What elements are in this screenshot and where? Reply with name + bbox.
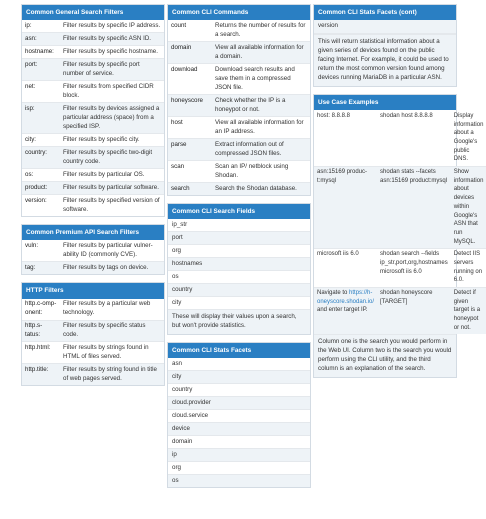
list-item: os	[168, 270, 310, 283]
filter-description: Check whether the IP is a honeypot or not.	[212, 95, 310, 117]
list-item: port	[168, 231, 310, 244]
filter-key: scan	[168, 161, 212, 183]
cli-search: shodan host 8.8.8.8	[380, 112, 433, 119]
cli-search: shodan honeyscore [TARGET]	[377, 287, 451, 334]
list-item: os	[168, 474, 310, 487]
table-row	[22, 364, 164, 385]
filter-description: Filter results by particular OS.	[60, 169, 164, 182]
filter-key: download	[168, 64, 212, 95]
http-filters-section	[21, 282, 165, 386]
cli-fields-list	[168, 219, 310, 309]
table-row	[314, 248, 486, 287]
filter-description: Filter results by specific hostname.	[60, 46, 164, 59]
filter-key: http.c-omp-onent:	[25, 300, 57, 317]
search-explanation: Detect IIS servers running on 6.0.	[451, 248, 486, 287]
table-row	[168, 139, 310, 161]
filter-key: http.s-tatus:	[22, 320, 60, 342]
facets-note: This will return statistical information about a given series of devices found on the public facing Internet. For example, it could be used to return the most common version found among devices running MariaDB in a particular ASN.	[314, 34, 456, 86]
filter-key: hostname:	[22, 46, 60, 59]
use-cases-note: Column one is the search you would perform in the Web UI. Column two is the search you would perform using the CLI utility, and the third column is an explanation of the search.	[314, 334, 456, 377]
web-ui-search: host: 8.8.8.8	[317, 112, 351, 119]
column-1	[21, 4, 165, 393]
table-row	[22, 59, 164, 81]
list-item: cloud.provider	[168, 396, 310, 409]
filter-description: Filter results by specific IP address.	[63, 21, 161, 29]
table-row	[168, 42, 310, 64]
cli-facets-section	[167, 342, 311, 488]
table-row	[22, 134, 164, 147]
table-row	[22, 240, 164, 261]
cli-commands-table	[168, 20, 310, 195]
web-ui-search: microsoft iis 6.0	[314, 248, 377, 287]
cli-search: shodan stats --facets asn:15169 product:mysql	[377, 166, 451, 248]
list-item: country	[168, 383, 310, 396]
filter-description: Filter results by specific ASN ID.	[60, 33, 164, 46]
premium-filters-section	[21, 224, 165, 275]
filter-description: Scan an IP/ netblock using Shodan.	[212, 161, 310, 183]
facet-item: version	[314, 20, 456, 34]
table-row	[168, 117, 310, 139]
filter-description: Filter results by strings found in HTML of files served.	[60, 342, 164, 364]
filter-key: isp:	[22, 103, 60, 134]
list-item: device	[168, 422, 310, 435]
section-title: Common CLI Stats Facets (cont)	[314, 5, 456, 20]
list-item: org	[168, 244, 310, 257]
web-ui-search-tail: and enter target IP.	[317, 307, 368, 314]
filter-key: asn:	[22, 33, 60, 46]
list-item: org	[168, 461, 310, 474]
filter-description: Filter results by specific two-digit country code.	[60, 147, 164, 169]
general-filters-section	[21, 4, 165, 217]
table-row	[22, 103, 164, 134]
table-row	[22, 342, 164, 364]
filter-key: parse	[168, 139, 212, 161]
filter-description: Filter results by tags on device.	[60, 262, 164, 274]
filter-key: country:	[22, 147, 60, 169]
facets-cont-section	[313, 4, 457, 87]
table-row	[22, 195, 164, 216]
list-item: hostnames	[168, 257, 310, 270]
filter-key: count	[171, 21, 187, 29]
filter-description: Filter results by string found in title of web pages served.	[60, 364, 164, 385]
list-item: city	[168, 296, 310, 309]
filter-key: domain	[168, 42, 212, 64]
filter-key: tag:	[22, 262, 60, 274]
filter-key: honeyscore	[168, 95, 212, 117]
filter-description: Download search results and save them in a compressed JSON file.	[212, 64, 310, 95]
list-item: domain	[168, 435, 310, 448]
filter-key: port:	[22, 59, 60, 81]
table-row	[22, 182, 164, 195]
filter-description: Search the Shodan database.	[212, 183, 310, 195]
filter-description: Extract information out of compressed JSON files.	[212, 139, 310, 161]
table-row	[168, 20, 310, 41]
table-row	[168, 161, 310, 183]
filter-key: version:	[22, 195, 60, 216]
column-2	[167, 4, 311, 495]
cli-fields-section	[167, 203, 311, 335]
list-item: ip	[168, 448, 310, 461]
table-row	[22, 46, 164, 59]
filter-description: View all available information for an IP address.	[212, 117, 310, 139]
web-ui-search: asn:15169 produc-t:mysql	[314, 166, 377, 248]
list-item: ip_str	[172, 220, 188, 228]
search-explanation: Show information about devices within Google's ASN that run MySQL.	[451, 166, 486, 248]
cli-fields-note: These will display their values upon a search, but won't provide statistics.	[168, 309, 310, 334]
section-title: Common CLI Search Fields	[168, 204, 310, 219]
table-row	[168, 183, 310, 195]
list-item: country	[168, 283, 310, 296]
section-title: Common General Search Filters	[22, 5, 164, 20]
table-row	[22, 169, 164, 182]
filter-description: Filter results from specified CIDR block.	[60, 81, 164, 103]
filter-key: net:	[22, 81, 60, 103]
web-ui-search	[314, 287, 377, 334]
use-cases-section	[313, 94, 484, 378]
filter-description: Filter results by particular software.	[60, 182, 164, 195]
http-filters-table	[22, 299, 164, 386]
filter-description: Filter results by a particular web technology.	[63, 300, 151, 317]
table-row	[22, 320, 164, 342]
table-row	[22, 20, 164, 32]
cli-commands-section	[167, 4, 311, 196]
section-title: Use Case Examples	[314, 95, 456, 110]
filter-description: Filter results by devices assigned a particular address (space) from a specified ISP.	[60, 103, 164, 134]
filter-description: Filter results by particular vulner-ability ID (commonly CVE).	[63, 241, 153, 258]
premium-filters-table	[22, 240, 164, 274]
section-title: HTTP Filters	[22, 283, 164, 298]
section-title: Common CLI Stats Facets	[168, 343, 310, 358]
honeyscore-link[interactable]: https://h-oneyscore.shodan.io/	[317, 290, 375, 305]
section-title: Common Premium API Search Filters	[22, 225, 164, 240]
table-row	[168, 95, 310, 117]
filter-description: Filter results by specific city.	[60, 134, 164, 147]
table-row	[314, 110, 486, 166]
column-3	[313, 4, 484, 385]
table-row	[314, 287, 486, 334]
filter-description: Returns the number of results for a search.	[215, 21, 306, 38]
filter-description: View all available information for a domain.	[212, 42, 310, 64]
table-row	[22, 147, 164, 169]
filter-key: search	[168, 183, 212, 195]
list-item: cloud.service	[168, 409, 310, 422]
table-row	[22, 262, 164, 274]
cli-search: shodan search --fields ip_str,port,org,hostnames microsoft iis 6.0	[377, 248, 451, 287]
list-item: city	[168, 370, 310, 383]
search-explanation: Display information about a Google's public DNS.	[453, 112, 484, 163]
filter-key: vuln:	[25, 241, 39, 249]
table-row	[22, 33, 164, 46]
filter-key: ip:	[25, 21, 32, 29]
table-row	[314, 166, 486, 248]
list-item: asn	[172, 359, 182, 367]
use-cases-table	[314, 110, 486, 334]
table-row	[22, 81, 164, 103]
filter-key: http.html:	[22, 342, 60, 364]
filter-key: product:	[22, 182, 60, 195]
filter-key: http.title:	[22, 364, 60, 385]
filter-description: Filter results by specified version of software.	[60, 195, 164, 216]
filter-description: Filter results by specific port number of service.	[60, 59, 164, 81]
section-title: Common CLI Commands	[168, 5, 310, 20]
filter-key: host	[168, 117, 212, 139]
general-filters-table	[22, 20, 164, 216]
filter-key: os:	[22, 169, 60, 182]
web-ui-search-text: Navigate to	[317, 290, 348, 297]
filter-description: Filter results by specific status code.	[60, 320, 164, 342]
filter-key: city:	[22, 134, 60, 147]
table-row	[168, 64, 310, 95]
table-row	[22, 299, 164, 320]
search-explanation: Detect if given target is a honeypot or not.	[451, 287, 486, 334]
cli-facets-list	[168, 358, 310, 487]
